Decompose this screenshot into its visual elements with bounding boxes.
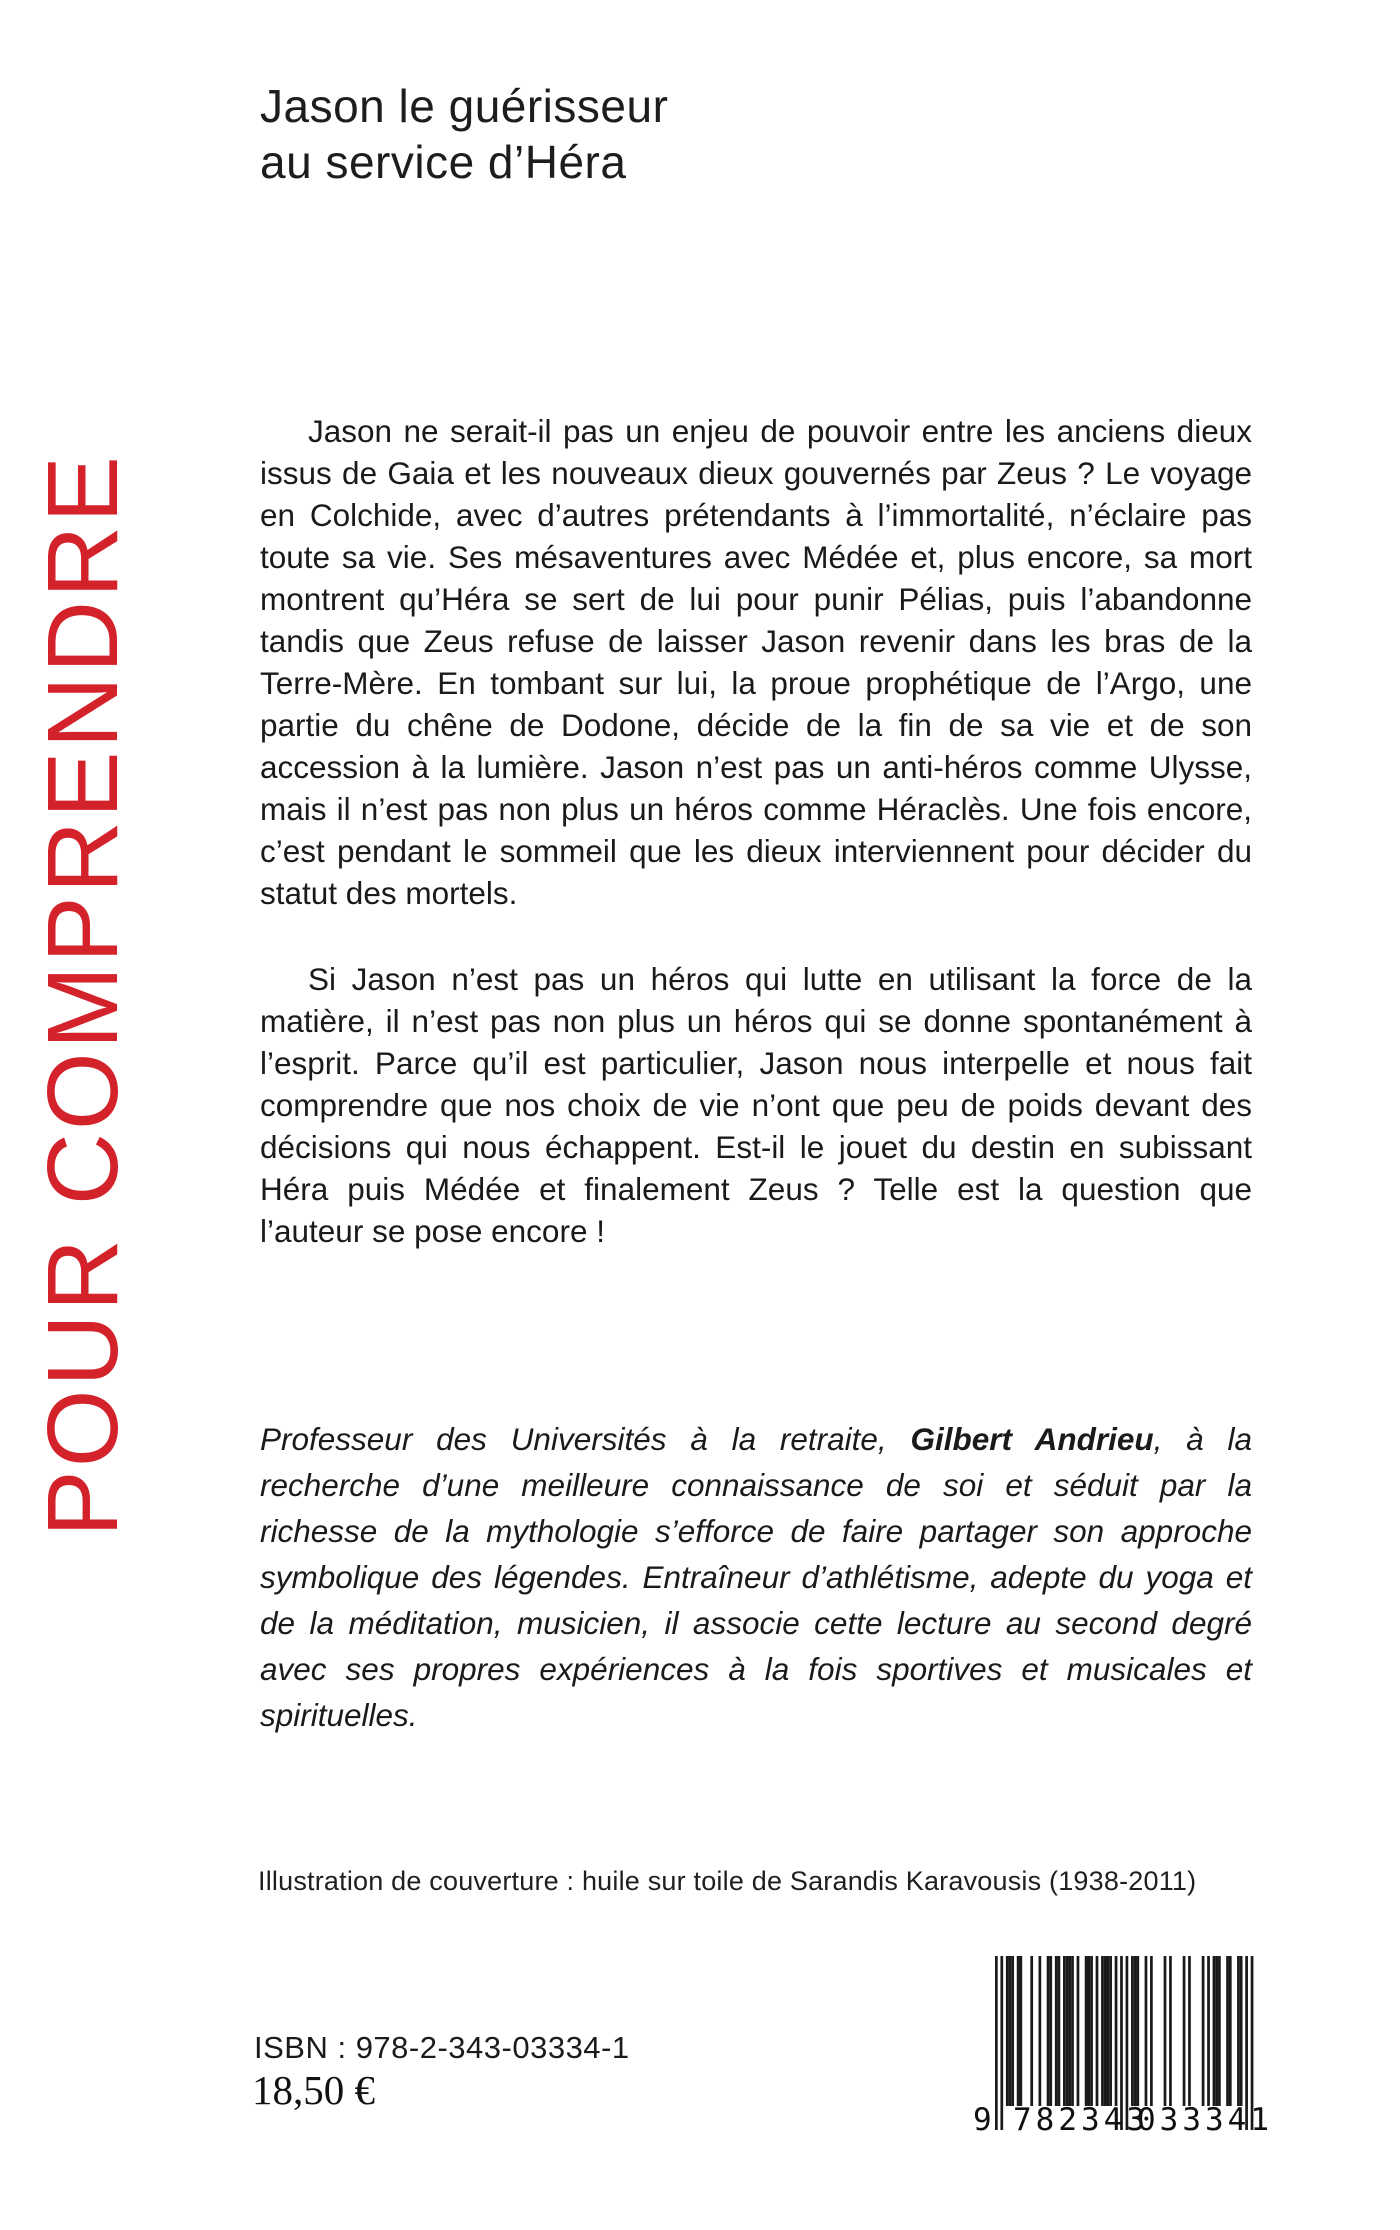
author-bio-lead: Professeur des Universités à la retraite, [260,1421,911,1457]
barcode-digit-leading: 9 [973,2102,996,2138]
synopsis [260,410,1252,1252]
ean13-barcode [973,1956,1273,2152]
title-line-2: au service d’Héra [260,136,627,188]
author-bio-rest: , à la recherche d’une meilleure connaissance de soi et séduit par la richesse de la mythologie s’efforce de faire partager son approche symbolique des légendes. Entraîneur d’athlétisme, adepte du yoga et de la méditation, musicien, il associe cette lecture au second degré avec ses propres expériences à la fois sportives et musicales et spirituelles. [260,1421,1252,1733]
barcode-digits-group1: 782343 [1013,2102,1149,2138]
book-title [260,78,668,190]
illustration-credit: Illustration de couverture : huile sur toile de Sarandis Karavousis (1938-2011) [258,1866,1197,1896]
isbn-text: ISBN : 978-2-343-03334-1 [254,2030,630,2065]
synopsis-paragraph-1: Jason ne serait-il pas un enjeu de pouvoir entre les anciens dieux issus de Gaia et les nouveaux dieux gouvernés par Zeus ? Le voyage en Colchide, avec d’autres prétendants à l’immortalité, n’éclaire pas toute sa vie. Ses mésaventures avec Médée et, plus encore, sa mort montrent qu’Héra se sert de lui pour punir Pélias, puis l’abandonne tandis que Zeus refuse de laisser Jason revenir dans les bras de la Terre-Mère. En tombant sur lui, la proue prophétique de l’Argo, une partie du chêne de Dodone, décide de la fin de sa vie et de son accession à la lumière. Jason n’est pas un anti-héros comme Ulysse, mais il n’est pas non plus un héros comme Héraclès. Une fois encore, c’est pendant le sommeil que les dieux interviennent pour décider du statut des mortels. [260,413,1252,911]
author-name: Gilbert Andrieu [910,1421,1154,1457]
synopsis-paragraph-2: Si Jason n’est pas un héros qui lutte en utilisant la force de la matière, il n’est pas non plus un héros qui se donne spontanément à l’esprit. Parce qu’il est particulier, Jason nous interpelle et nous fait comprendre que nos choix de vie n’ont que peu de poids devant des décisions qui nous échappent. Est-il le jouet du destin en subissant Héra puis Médée et finalement Zeus ? Telle est la question que l’auteur se pose encore ! [260,961,1252,1249]
author-bio [260,1416,1252,1738]
title-line-1: Jason le guérisseur [260,80,669,132]
price-text: 18,50 € [252,2067,375,2113]
barcode-digits-group2: 033341 [1137,2102,1273,2138]
collection-label-vertical: POUR COMPRENDRE [27,453,139,1537]
